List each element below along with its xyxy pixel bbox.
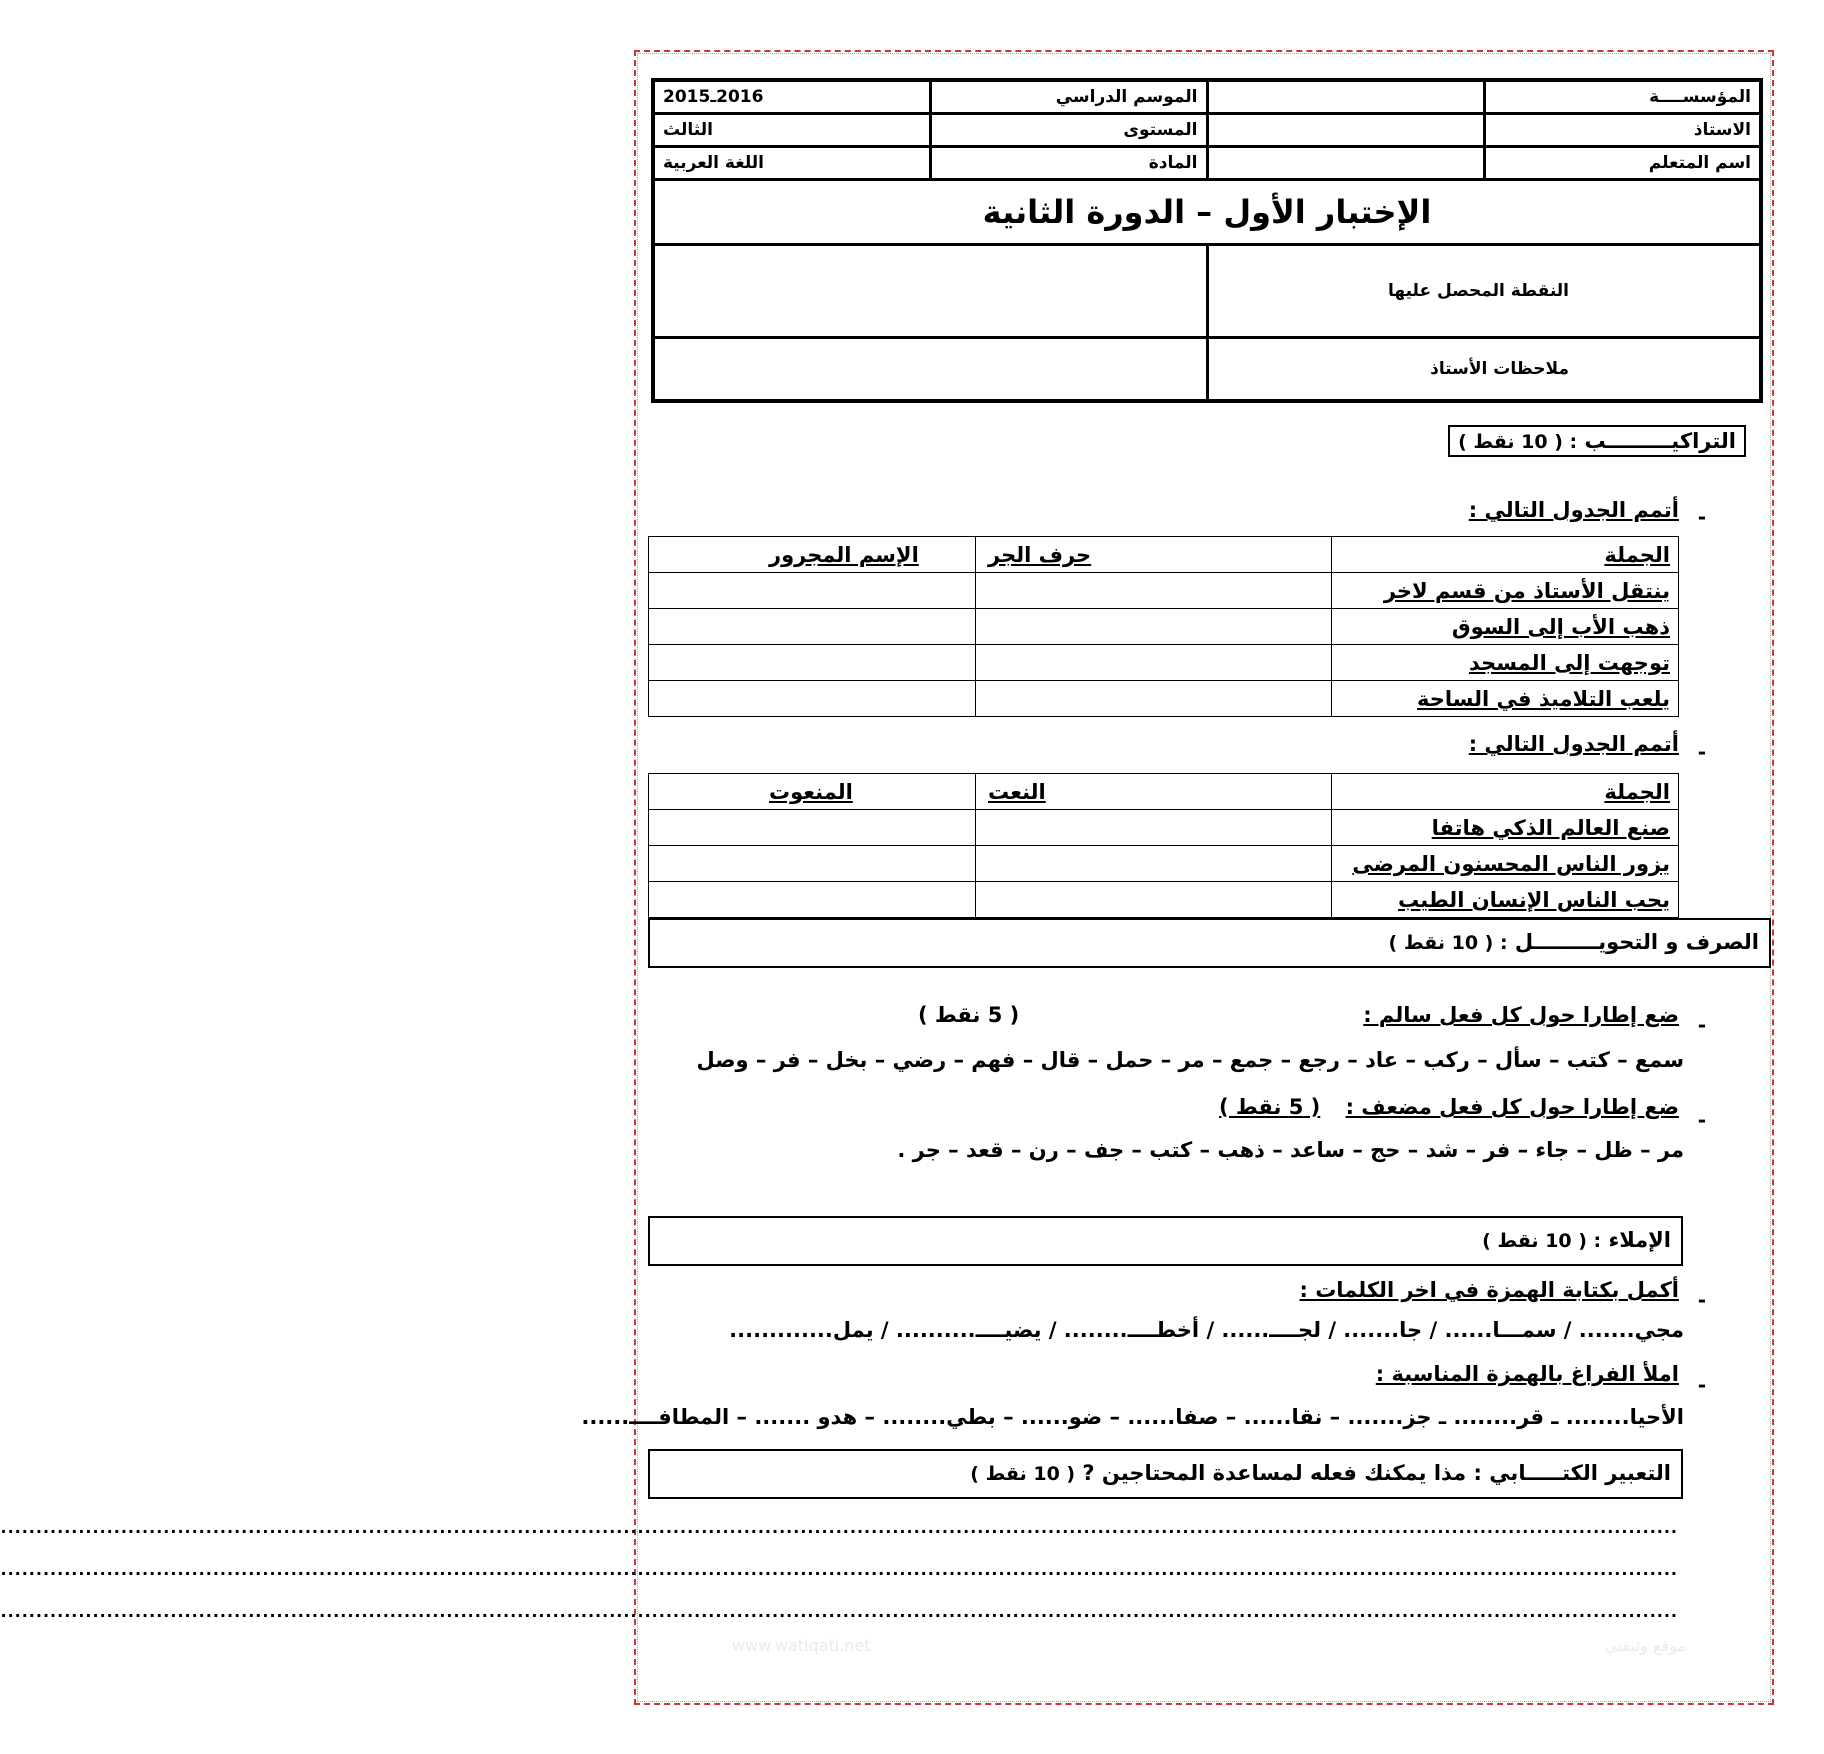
teacher-value[interactable]	[1207, 114, 1484, 147]
table1-answer-cell[interactable]	[649, 573, 976, 609]
morphology-q2-words[interactable]: مر – ظل – جاء – فر – شد – حج – ساعد – ذهب – كتب – جف – رن – قعد – جر .	[897, 1138, 1684, 1162]
dictation-points: : ( 10 نقط )	[1482, 1230, 1602, 1252]
composition-line[interactable]: .............................................................................................................................................................................................................................................	[0, 1602, 1678, 1621]
score-value[interactable]	[653, 245, 1207, 338]
table1-answer-cell[interactable]	[649, 609, 976, 645]
level-label: المستوى	[930, 114, 1207, 147]
structures-heading-box	[1448, 425, 1746, 457]
table1-answer-cell[interactable]	[976, 681, 1332, 717]
table1-header-noun: الإسم المجرور	[649, 537, 976, 573]
score-label: النقطة المحصل عليها	[1207, 245, 1761, 338]
table1-row-sentence: توجهت إلى المسجد	[1332, 645, 1679, 681]
table2-header-adjective: النعت	[976, 774, 1332, 810]
composition-heading: التعبير الكتـــــابي	[1489, 1461, 1671, 1485]
table2-answer-cell[interactable]	[649, 846, 976, 882]
table2-row-sentence: يحب الناس الإنسان الطيب	[1332, 882, 1679, 918]
dash-6: -	[1697, 1373, 1706, 1397]
season-value: 2016ـ2015	[653, 80, 930, 114]
table1-header-sentence: الجملة	[1332, 537, 1679, 573]
morphology-q2-points: ( 5 نقط )	[1219, 1095, 1321, 1119]
table2-instruction: أتمم الجدول التالي :	[1468, 732, 1679, 756]
composition-line[interactable]: .............................................................................................................................................................................................................................................	[0, 1560, 1678, 1579]
table-adjectives	[648, 773, 1679, 918]
table2-answer-cell[interactable]	[976, 846, 1332, 882]
table1-instruction: أتمم الجدول التالي :	[1468, 498, 1679, 522]
dash-1: -	[1697, 505, 1706, 529]
dictation-box	[648, 1216, 1683, 1266]
dash-2: -	[1697, 740, 1706, 764]
teacher-label: الاستاذ	[1484, 114, 1761, 147]
table1-answer-cell[interactable]	[649, 681, 976, 717]
composition-heading-group	[970, 1461, 1671, 1485]
table1-answer-cell[interactable]	[976, 573, 1332, 609]
morphology-heading-group	[1389, 930, 1759, 954]
structures-points: : ( 10 نقط )	[1458, 431, 1578, 453]
table2-answer-cell[interactable]	[649, 882, 976, 918]
table1-header-preposition: حرف الجر	[976, 537, 1332, 573]
table1-answer-cell[interactable]	[976, 609, 1332, 645]
table-prepositions	[648, 536, 1679, 717]
morphology-q1-words[interactable]: سمع – كتب – سأل – ركب – عاد – رجع – جمع – مر – حمل – قال – فهم – رضي – بخل – فر – وصل	[696, 1048, 1684, 1072]
morphology-points: : ( 10 نقط )	[1388, 932, 1508, 954]
morphology-heading: الصرف و التحويـــــــــل	[1514, 930, 1759, 954]
morphology-q1: ضع إطارا حول كل فعل سالم :	[1363, 1003, 1679, 1027]
notes-label: ملاحظات الأستاذ	[1207, 338, 1761, 402]
composition-points: ( 10 نقط )	[970, 1463, 1076, 1485]
student-label: اسم المتعلم	[1484, 147, 1761, 180]
table2-answer-cell[interactable]	[976, 882, 1332, 918]
dictation-q2: املأ الفراغ بالهمزة المناسبة :	[1375, 1362, 1679, 1386]
exam-title: الإختبار الأول – الدورة الثانية	[653, 180, 1761, 245]
table2-answer-cell[interactable]	[649, 810, 976, 846]
dash-4: -	[1697, 1108, 1706, 1132]
dictation-q1: أكمل بكتابة الهمزة في اخر الكلمات :	[1299, 1278, 1679, 1302]
institution-value[interactable]	[1207, 80, 1484, 114]
level-value: الثالث	[653, 114, 930, 147]
table1-row-sentence: يلعب التلاميذ في الساحة	[1332, 681, 1679, 717]
morphology-q1-points: ( 5 نقط )	[918, 1003, 1020, 1027]
table1-answer-cell[interactable]	[976, 645, 1332, 681]
morphology-box	[648, 918, 1771, 968]
table1-answer-cell[interactable]	[649, 645, 976, 681]
season-label: الموسم الدراسي	[930, 80, 1207, 114]
dash-3: -	[1697, 1013, 1706, 1037]
morphology-q2: ضع إطارا حول كل فعل مضعف :	[1345, 1095, 1679, 1119]
subject-value: اللغة العربية	[653, 147, 930, 180]
dictation-heading: الإملاء	[1608, 1228, 1671, 1252]
table2-header-sentence: الجملة	[1332, 774, 1679, 810]
student-value[interactable]	[1207, 147, 1484, 180]
composition-box	[648, 1449, 1683, 1499]
notes-value[interactable]	[653, 338, 1207, 402]
dash-5: -	[1697, 1288, 1706, 1312]
table2-header-described: المنعوت	[649, 774, 976, 810]
table2-answer-cell[interactable]	[976, 810, 1332, 846]
table2-row-sentence: يزور الناس المحسنون المرضى	[1332, 846, 1679, 882]
dictation-q2-words[interactable]: الأحيا........ ـ قر........ ـ جز....... – نقا...... – صفا...... – ضو...... – بطي........ – هدو ....... – المطافــــ......	[581, 1405, 1684, 1429]
watermark-right: موقع وثيقتي	[1604, 1636, 1686, 1655]
table1-row-sentence: ذهب الأب إلى السوق	[1332, 609, 1679, 645]
watermark-left: www.watiqati.net	[732, 1636, 871, 1655]
institution-label: المؤسســــة	[1484, 80, 1761, 114]
subject-label: المادة	[930, 147, 1207, 180]
composition-line[interactable]: .............................................................................................................................................................................................................................................	[0, 1518, 1678, 1537]
table1-row-sentence: ينتقل الأستاذ من قسم لاخر	[1332, 573, 1679, 609]
dictation-q1-words[interactable]: مجي....... / سمـــا...... / جا....... / لجــــ...... / أخطــــ........ / يضيــــ.......... / يمل.............	[729, 1318, 1684, 1342]
table2-row-sentence: صنع العالم الذكي هاتفا	[1332, 810, 1679, 846]
header-table	[651, 78, 1763, 403]
composition-question: : مذا يمكنك فعله لمساعدة المحتاجين ?	[1082, 1461, 1482, 1485]
structures-heading: التراكيـــــــــب	[1584, 429, 1736, 453]
dictation-heading-group	[1482, 1228, 1671, 1252]
